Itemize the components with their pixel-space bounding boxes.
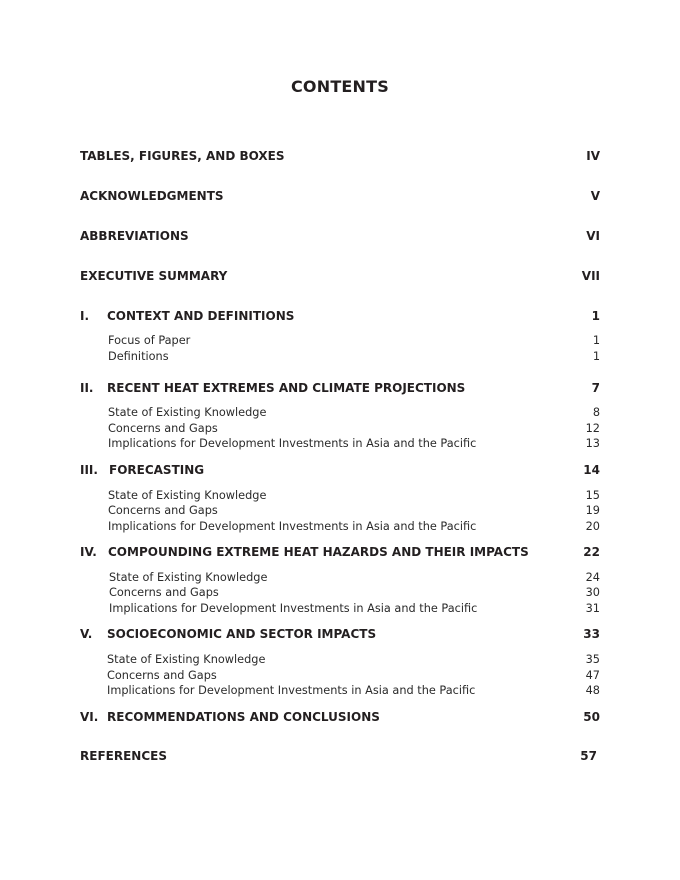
subentry-label: Focus of Paper (108, 334, 191, 347)
subentry-page: 12 (585, 422, 600, 435)
subentry-page: 30 (585, 586, 600, 599)
toc-subentry[interactable] (80, 601, 600, 617)
toc-chapter-2[interactable] (80, 380, 600, 396)
chapter-number: V. (80, 627, 93, 641)
toc-chapter-4[interactable] (80, 544, 600, 560)
toc-subentry[interactable] (80, 405, 600, 421)
toc-subentry[interactable] (80, 436, 600, 452)
subentry-page: 19 (585, 504, 600, 517)
toc-subentry[interactable] (80, 349, 600, 365)
subentry-page: 35 (585, 653, 600, 666)
toc-chapter-6[interactable] (80, 709, 600, 725)
toc-entry-label: ABBREVIATIONS (80, 229, 189, 243)
subentry-page: 20 (585, 520, 600, 533)
toc-entry-label: TABLES, FIGURES, AND BOXES (80, 149, 285, 163)
subentry-page: 24 (585, 571, 600, 584)
toc-entry-page: IV (586, 149, 600, 163)
page-title: CONTENTS (290, 77, 389, 96)
subentry-label: State of Existing Knowledge (109, 571, 268, 584)
chapter-page: 50 (583, 710, 600, 724)
toc-chapter-3[interactable] (80, 462, 600, 478)
subentry-page: 15 (585, 489, 600, 502)
toc-subentry[interactable] (80, 683, 600, 699)
toc-entry-abbreviations[interactable] (80, 228, 600, 244)
subentry-label: Concerns and Gaps (108, 422, 218, 435)
toc-subentry[interactable] (80, 652, 600, 668)
subentry-label: Concerns and Gaps (108, 504, 218, 517)
toc-entry-label: EXECUTIVE SUMMARY (80, 269, 228, 283)
toc-entry-tables-figures-boxes[interactable] (80, 148, 600, 164)
toc-entry-references[interactable] (80, 748, 597, 764)
subentry-label: Implications for Development Investments in Asia and the Pacific (108, 437, 477, 450)
toc-entry-label: ACKNOWLEDGMENTS (80, 189, 224, 203)
subentry-page: 1 (592, 334, 600, 347)
toc-entry-page: 57 (580, 749, 597, 763)
toc-entry-executive-summary[interactable] (80, 268, 600, 284)
chapter-title: CONTEXT AND DEFINITIONS (107, 309, 295, 323)
chapter-page: 14 (583, 463, 600, 477)
subentry-label: Concerns and Gaps (109, 586, 219, 599)
subentry-page: 48 (585, 684, 600, 697)
subentry-page: 47 (585, 669, 600, 682)
chapter-title: COMPOUNDING EXTREME HEAT HAZARDS AND THEIR IMPACTS (108, 545, 529, 559)
subentry-label: Implications for Development Investments in Asia and the Pacific (108, 520, 477, 533)
subentry-label: State of Existing Knowledge (108, 406, 267, 419)
chapter-title: RECOMMENDATIONS AND CONCLUSIONS (107, 710, 380, 724)
subentry-page: 1 (592, 350, 600, 363)
chapter-title: RECENT HEAT EXTREMES AND CLIMATE PROJECTIONS (107, 381, 466, 395)
subentry-page: 31 (585, 602, 600, 615)
toc-entry-page: VI (586, 229, 600, 243)
toc-subentry[interactable] (80, 421, 600, 437)
chapter-number: IV. (80, 545, 97, 559)
toc-chapter-5[interactable] (80, 626, 600, 642)
chapter-title: FORECASTING (109, 463, 205, 477)
toc-subentry[interactable] (80, 503, 600, 519)
chapter-title: SOCIOECONOMIC AND SECTOR IMPACTS (107, 627, 377, 641)
chapter-number: I. (80, 309, 90, 323)
chapter-number: III. (80, 463, 98, 477)
toc-chapter-1[interactable] (80, 308, 600, 324)
subentry-label: Definitions (108, 350, 169, 363)
toc-subentry[interactable] (80, 488, 600, 504)
toc-entry-label: REFERENCES (80, 749, 167, 763)
toc-subentry[interactable] (80, 519, 600, 535)
subentry-label: State of Existing Knowledge (107, 653, 266, 666)
toc-subentry[interactable] (80, 585, 600, 601)
chapter-page: 1 (591, 309, 600, 323)
subentry-page: 13 (585, 437, 600, 450)
toc-subentry[interactable] (80, 333, 600, 349)
subentry-label: Implications for Development Investments in Asia and the Pacific (109, 602, 478, 615)
chapter-page: 7 (591, 381, 600, 395)
toc-subentry[interactable] (80, 570, 600, 586)
subentry-page: 8 (592, 406, 600, 419)
toc-entry-acknowledgments[interactable] (80, 188, 600, 204)
chapter-page: 33 (583, 627, 600, 641)
toc-entry-page: VII (581, 269, 600, 283)
chapter-page: 22 (583, 545, 600, 559)
subentry-label: State of Existing Knowledge (108, 489, 267, 502)
subentry-label: Implications for Development Investments in Asia and the Pacific (107, 684, 476, 697)
chapter-number: VI. (80, 710, 99, 724)
toc-subentry[interactable] (80, 668, 600, 684)
subentry-label: Concerns and Gaps (107, 669, 217, 682)
toc-entry-page: V (590, 189, 600, 203)
chapter-number: II. (80, 381, 94, 395)
